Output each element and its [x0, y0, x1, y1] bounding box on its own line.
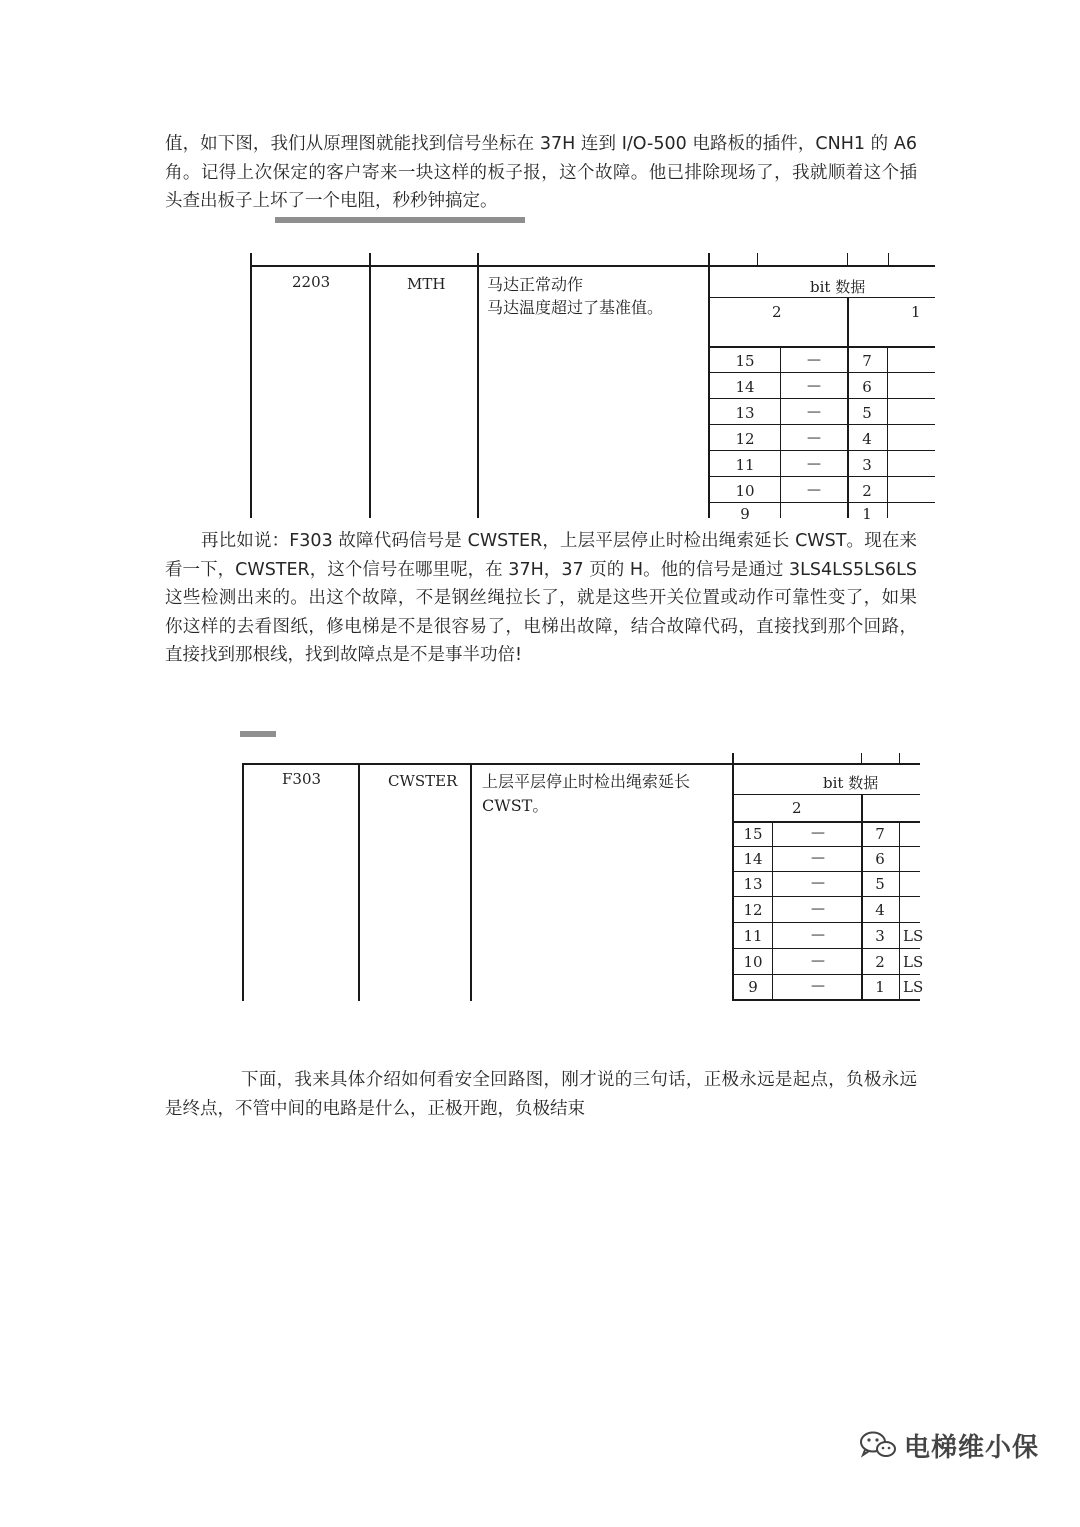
row-right-value: 1 [862, 505, 872, 523]
row-mid-value: — [811, 901, 825, 917]
row-left-value: 12 [735, 430, 755, 448]
row-left-value: 14 [743, 850, 763, 868]
row-mid-value: — [807, 456, 821, 472]
bit-column-1: 1 [911, 303, 921, 321]
row-left-value: 13 [743, 875, 763, 893]
f303-explanation-paragraph [165, 527, 917, 670]
watermark-text: 电梯维小保 [904, 1432, 1040, 1463]
row-mid-value: — [807, 404, 821, 420]
row-right-value: 7 [875, 825, 885, 843]
signal-name: MTH [407, 275, 446, 293]
bit-data-header: bit 数据 [823, 774, 879, 792]
paragraph-text: 下面，我来具体介绍如何看安全回路图，刚才说的三句话，正极永远是起点，负极永远是终点，不管中间的电路是什么，正极开跑，负极结束 [165, 1070, 917, 1119]
row-right-value: 6 [862, 378, 872, 396]
fault-description-line-1: 马达正常动作 [487, 275, 584, 294]
row-mid-value: — [807, 482, 821, 498]
row-left-value: 13 [735, 404, 755, 422]
row-right-value: 5 [862, 404, 872, 422]
row-right-value: 6 [875, 850, 885, 868]
row-right-value: 4 [862, 430, 872, 448]
row-left-value: 14 [735, 378, 755, 396]
row-right-value: 7 [862, 352, 872, 370]
row-right-value: 5 [875, 875, 885, 893]
fault-description-line-2: CWST。 [482, 796, 549, 815]
fault-description-line-2: 马达温度超过了基准值。 [487, 298, 664, 317]
account-watermark [858, 1425, 1039, 1465]
fault-code: 2203 [292, 273, 331, 291]
row-extra-value: LS [903, 953, 924, 971]
row-mid-value: — [807, 430, 821, 446]
row-right-value: 4 [875, 901, 885, 919]
row-left-value: 12 [743, 901, 763, 919]
safety-circuit-paragraph [165, 1066, 917, 1123]
scanned-table-mth [245, 213, 935, 523]
row-mid-value: — [811, 825, 825, 841]
row-left-value: 11 [743, 927, 763, 945]
bit-data-header: bit 数据 [810, 278, 866, 296]
intro-paragraph [165, 130, 917, 216]
row-extra-value: LS [903, 978, 924, 996]
row-mid-value: — [811, 927, 825, 943]
row-mid-value: — [811, 875, 825, 891]
row-mid-value: — [811, 850, 825, 866]
row-right-value: 2 [875, 953, 885, 971]
fault-code: F303 [282, 770, 322, 788]
row-left-value: 10 [735, 482, 755, 500]
row-left-value: 10 [743, 953, 763, 971]
row-left-value: 15 [743, 825, 763, 843]
row-left-value: 9 [748, 978, 758, 996]
bit-column-2: 2 [772, 303, 782, 321]
paragraph-text: 值，如下图，我们从原理图就能找到信号坐标在 37H 连到 I/O-500 电路板的插件，CNH1 的 A6 角。记得上次保定的客户寄来一块这样的板子报，这个故障。他已排除现场了，我就顺着这个插头查出板子上坏了一个电阻，秒秒钟搞定。 [165, 134, 917, 211]
row-right-value: 3 [862, 456, 872, 474]
row-right-value: 2 [862, 482, 872, 500]
row-left-value: 11 [735, 456, 755, 474]
row-left-value: 9 [740, 505, 750, 523]
paragraph-text: 再比如说：F303 故障代码信号是 CWSTER，上层平层停止时检出绳索延长 CWST。现在来看一下，CWSTER，这个信号在哪里呢，在 37H，37 页的 H。他的信号是通过 3LS4LS5LS6LS 这些检测出来的。出这个故障，不是钢丝绳拉长了，就是这些开关位置或动作可靠性变了，如果你这样的去看图纸，修电梯是不是很容易了，电梯出故障，结合故障代码，直接找到那个回路，直接找到那根线，找到故障点是不是事半功倍! [165, 531, 917, 665]
row-mid-value: — [811, 978, 825, 994]
row-mid-value: — [807, 378, 821, 394]
row-left-value: 15 [735, 352, 755, 370]
bit-column-2: 2 [792, 799, 802, 817]
row-extra-value: LS [903, 927, 924, 945]
scanned-table-cwster [238, 725, 924, 1003]
row-mid-value: — [807, 352, 821, 368]
fault-description-line-1: 上层平层停止时检出绳索延长 [482, 772, 691, 791]
signal-name: CWSTER [388, 772, 458, 790]
wechat-logo-icon [858, 1430, 898, 1460]
row-right-value: 3 [875, 927, 885, 945]
row-right-value: 1 [875, 978, 885, 996]
row-mid-value: — [811, 953, 825, 969]
